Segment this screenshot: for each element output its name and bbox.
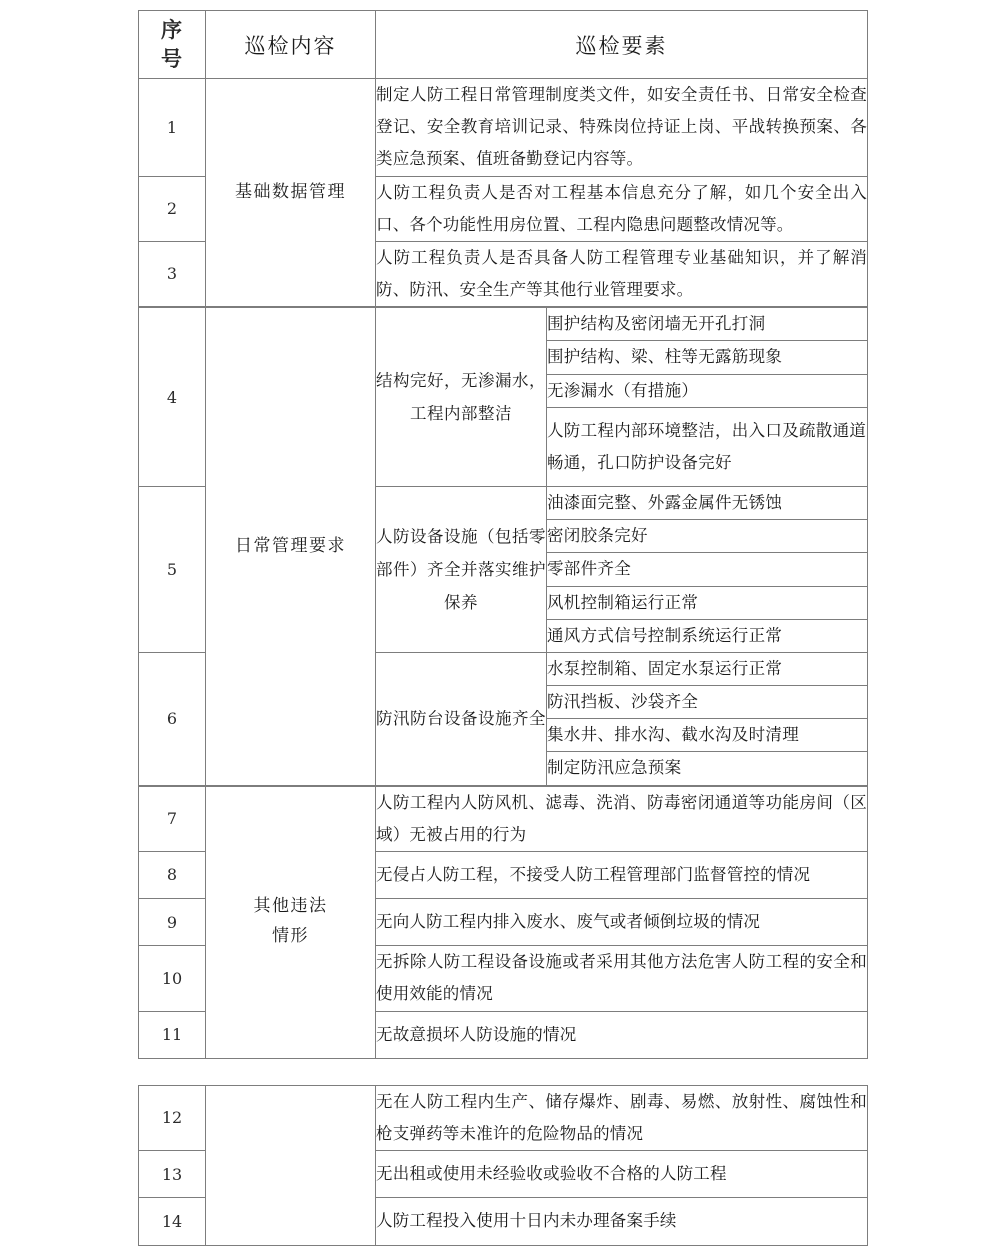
table-row [139, 1085, 868, 1150]
element-group-label: 防汛防台设备设施齐全 [376, 652, 547, 785]
element-item: 密闭胶条完好 [547, 520, 868, 553]
serial-number: 8 [139, 851, 206, 898]
inspection-element-text: 人防工程内人防风机、滤毒、洗消、防毒密闭通道等功能房间（区域）无被占用的行为 [376, 786, 868, 851]
table-header-row [139, 11, 868, 79]
table-row [139, 79, 868, 177]
element-item: 集水井、排水沟、截水沟及时清理 [547, 719, 868, 752]
element-group-label: 人防设备设施（包括零部件）齐全并落实维护保养 [376, 487, 547, 653]
inspection-table-part1-other [138, 786, 868, 1059]
inspection-table-part2 [138, 1085, 868, 1246]
element-item: 防汛挡板、沙袋齐全 [547, 686, 868, 719]
element-item: 零部件齐全 [547, 553, 868, 586]
header-cell-serial [139, 11, 206, 79]
inspection-table-part1 [138, 10, 868, 307]
serial-number: 3 [139, 241, 206, 306]
serial-number: 1 [139, 79, 206, 177]
serial-number: 7 [139, 786, 206, 851]
category-other-violations [206, 786, 376, 1058]
table-row [139, 308, 868, 341]
serial-number: 5 [139, 487, 206, 653]
header-serial-line2: 号 [161, 45, 183, 71]
page-break-gap [138, 1059, 1000, 1085]
inspection-table-part1-grouped [138, 307, 868, 785]
table-row [139, 786, 868, 851]
header-cell-content: 巡检内容 [206, 11, 376, 79]
serial-number: 14 [139, 1198, 206, 1245]
category-cell-empty [206, 1085, 376, 1245]
serial-number: 9 [139, 899, 206, 946]
element-item: 围护结构、梁、柱等无露筋现象 [547, 341, 868, 374]
category-other-line2: 情形 [272, 926, 309, 947]
header-cell-elements: 巡检要素 [376, 11, 868, 79]
serial-number: 2 [139, 176, 206, 241]
element-item: 围护结构及密闭墙无开孔打洞 [547, 308, 868, 341]
inspection-element-text: 人防工程投入使用十日内未办理备案手续 [376, 1198, 868, 1245]
serial-number: 4 [139, 308, 206, 487]
inspection-element-text: 无出租或使用未经验收或验收不合格的人防工程 [376, 1151, 868, 1198]
serial-number: 6 [139, 652, 206, 785]
inspection-element-text: 无向人防工程内排入废水、废气或者倾倒垃圾的情况 [376, 899, 868, 946]
category-basic-data-management: 基础数据管理 [206, 79, 376, 307]
serial-number: 11 [139, 1011, 206, 1058]
serial-number: 10 [139, 946, 206, 1011]
header-serial-line1: 序 [161, 17, 183, 43]
category-other-line1: 其他违法 [253, 896, 328, 917]
element-item: 油漆面完整、外露金属件无锈蚀 [547, 487, 868, 520]
inspection-element-text: 制定人防工程日常管理制度类文件，如安全责任书、日常安全检查登记、安全教育培训记录、特殊岗位持证上岗、平战转换预案、各类应急预案、值班备勤登记内容等。 [376, 79, 868, 177]
inspection-element-text: 无故意损坏人防设施的情况 [376, 1011, 868, 1058]
serial-number: 12 [139, 1085, 206, 1150]
serial-number: 13 [139, 1151, 206, 1198]
inspection-element-text: 人防工程负责人是否具备人防工程管理专业基础知识，并了解消防、防汛、安全生产等其他行业管理要求。 [376, 241, 868, 306]
element-item: 无渗漏水（有措施） [547, 374, 868, 407]
element-item: 水泵控制箱、固定水泵运行正常 [547, 652, 868, 685]
element-group-label: 结构完好，无渗漏水，工程内部整洁 [376, 308, 547, 487]
element-item: 风机控制箱运行正常 [547, 586, 868, 619]
element-item: 制定防汛应急预案 [547, 752, 868, 785]
inspection-element-text: 无拆除人防工程设备设施或者采用其他方法危害人防工程的安全和使用效能的情况 [376, 946, 868, 1011]
inspection-element-text: 无在人防工程内生产、储存爆炸、剧毒、易燃、放射性、腐蚀性和枪支弹药等未准许的危险物品的情况 [376, 1085, 868, 1150]
inspection-element-text: 人防工程负责人是否对工程基本信息充分了解，如几个安全出入口、各个功能性用房位置、工程内隐患问题整改情况等。 [376, 176, 868, 241]
inspection-element-text: 无侵占人防工程，不接受人防工程管理部门监督管控的情况 [376, 851, 868, 898]
element-item: 人防工程内部环境整洁，出入口及疏散通道畅通，孔口防护设备完好 [547, 407, 868, 486]
element-item: 通风方式信号控制系统运行正常 [547, 619, 868, 652]
category-daily-management: 日常管理要求 [206, 308, 376, 785]
